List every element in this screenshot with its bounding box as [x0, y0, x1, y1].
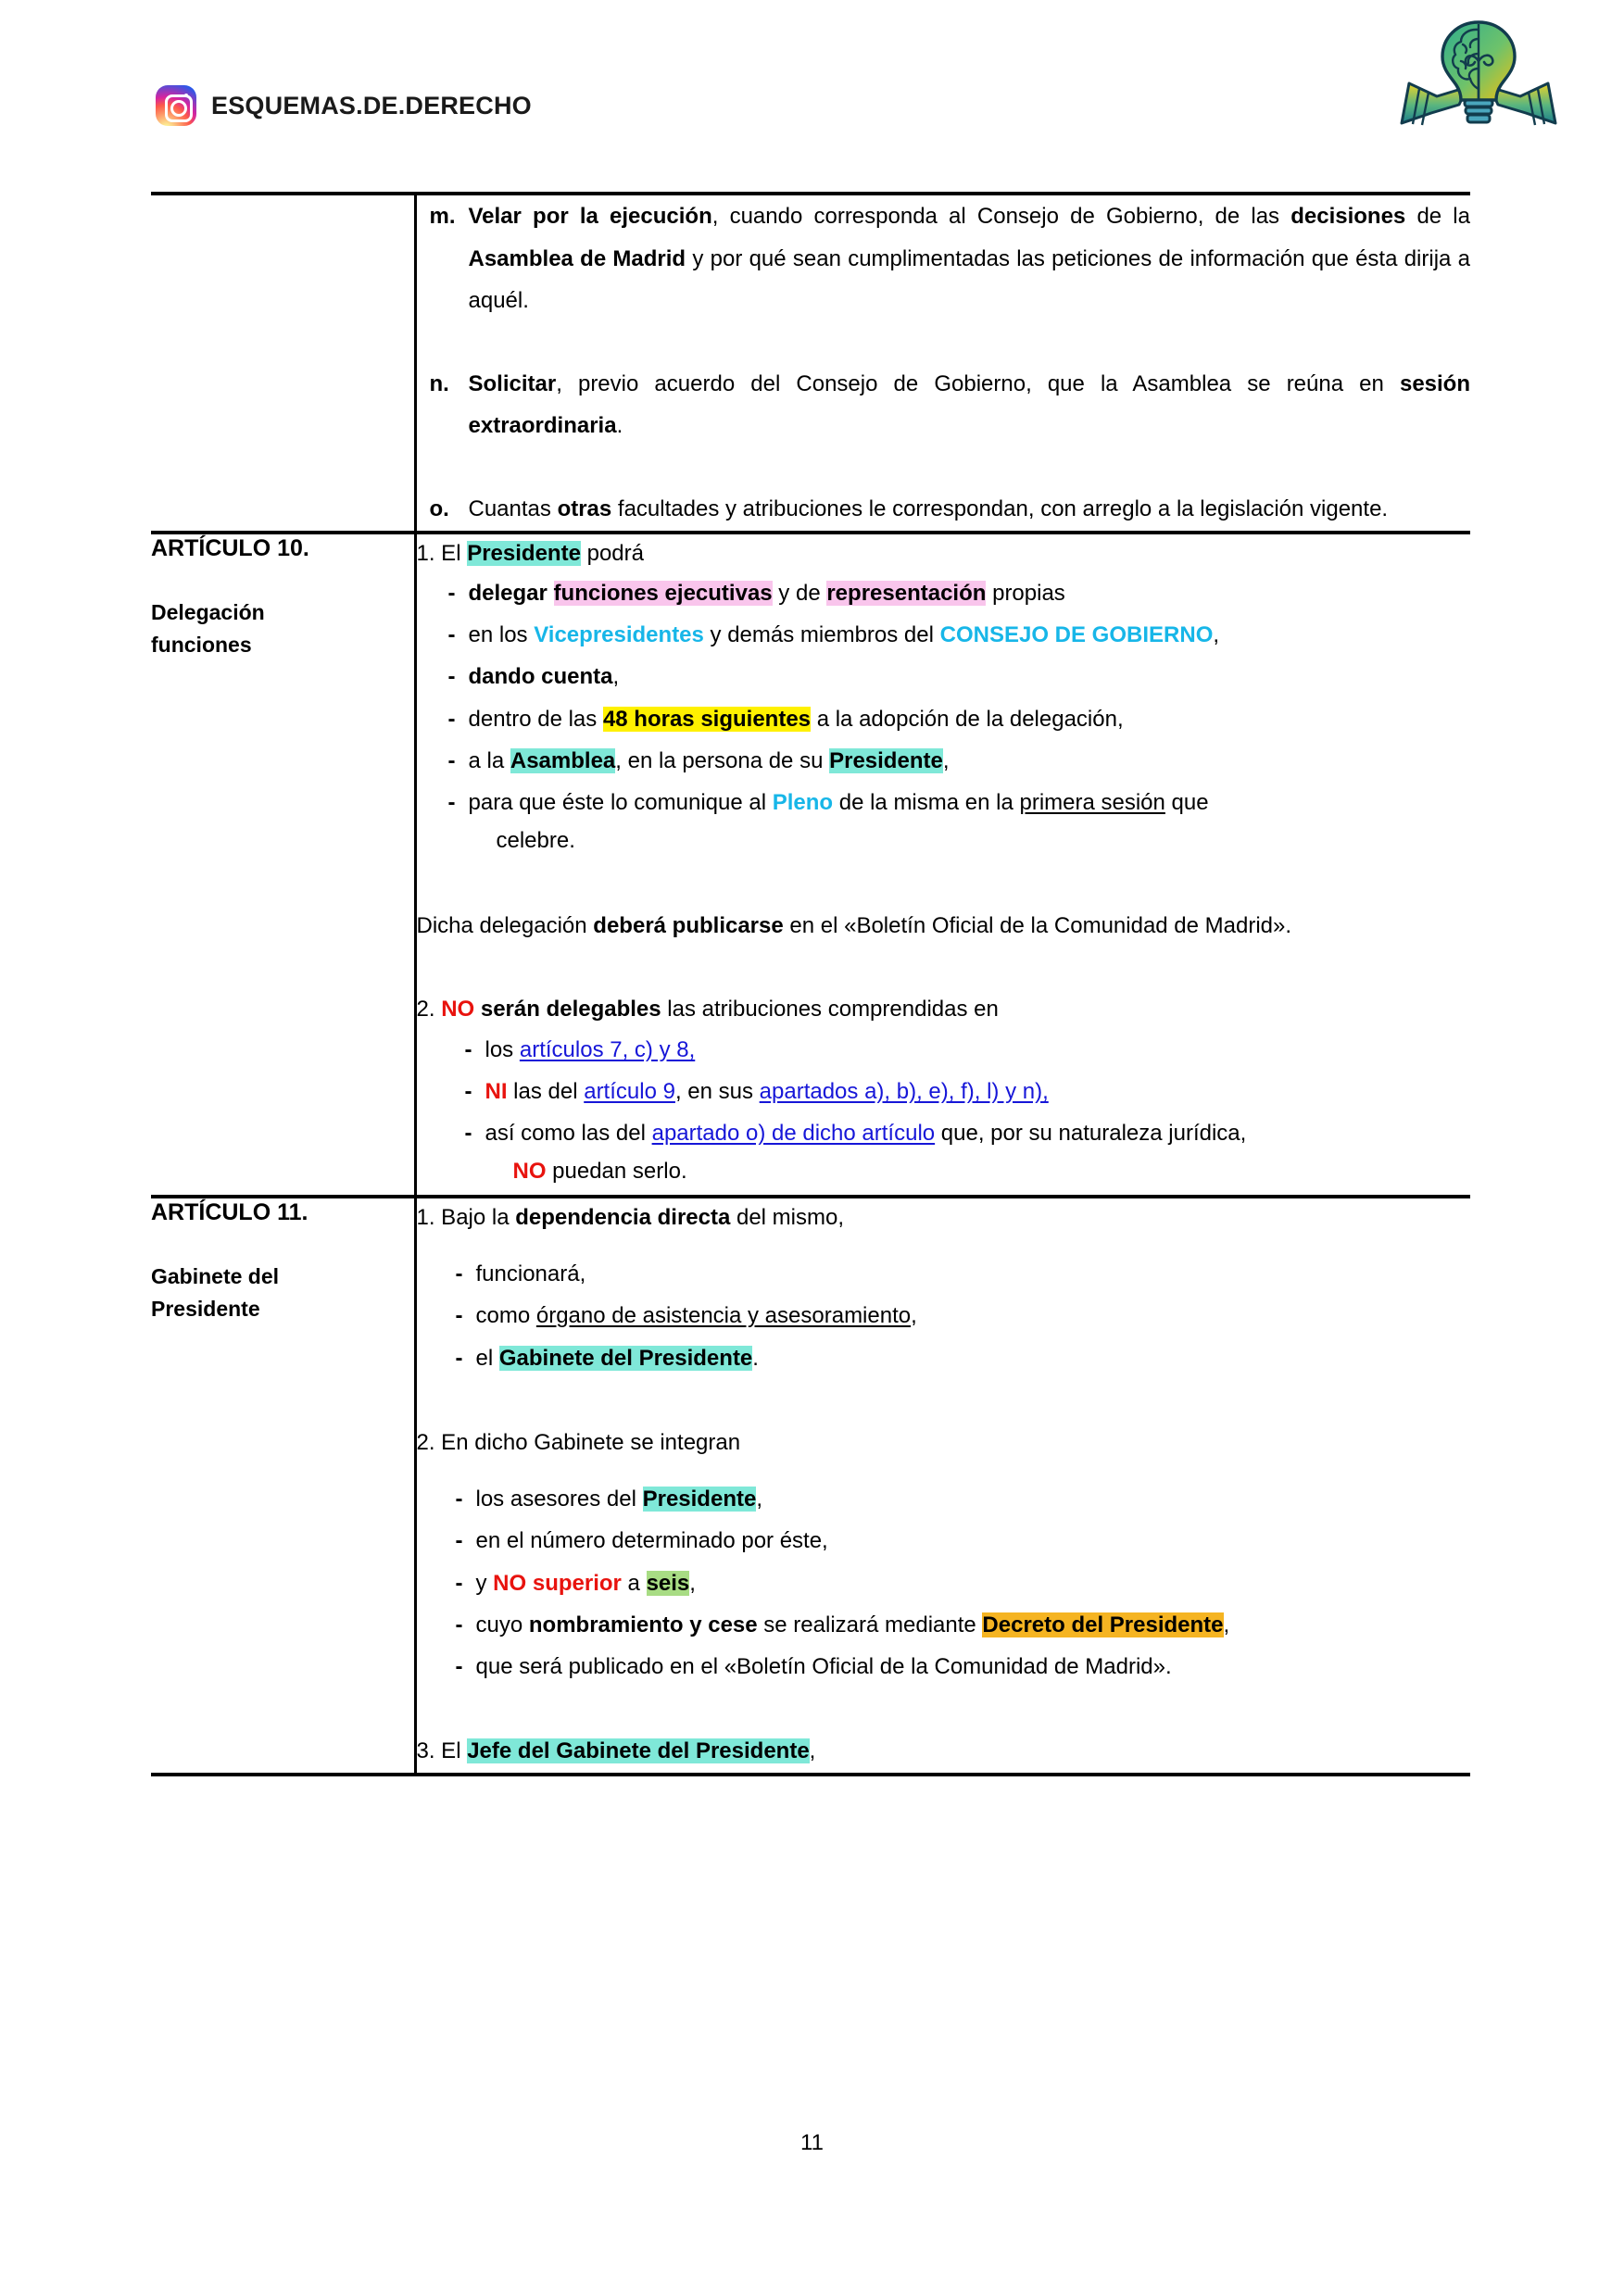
dash-marker: - [447, 622, 456, 648]
list-marker: n. [429, 370, 449, 396]
list-marker: m. [429, 204, 456, 229]
list-item [456, 1297, 1471, 1335]
list-item-text: dando cuenta, [468, 664, 620, 690]
list-item [456, 1339, 1471, 1377]
table-row-articulo-11 [151, 1197, 1470, 1775]
dash-marker: - [455, 1303, 463, 1329]
list-item-text: funcionará, [475, 1261, 586, 1286]
brain-lightbulb-book-logo-icon [1391, 17, 1567, 126]
list-item-text: los artículos 7, c) y 8, [485, 1036, 696, 1062]
dash-marker: - [447, 706, 456, 732]
body-cell-continued-list [415, 194, 1470, 533]
articulo-11-point-2-head: 2. En dicho Gabinete se integran [416, 1429, 741, 1455]
articulo-10-point-2-head: 2. NO serán delegables las atribuciones comprendidas en [416, 997, 999, 1023]
highlight-seis: seis [646, 1570, 690, 1596]
underline-primera-sesion: primera sesión [1019, 790, 1165, 816]
list-marker: o. [429, 496, 449, 521]
articulo-11-point-3-head: 3. El Jefe del Gabinete del Presidente, [416, 1738, 816, 1764]
dash-marker: - [447, 664, 456, 690]
list-item [448, 658, 1471, 696]
list-item-text: como órgano de asistencia y asesoramiento, [475, 1303, 917, 1329]
spacer [417, 864, 1471, 907]
brand-watermark [156, 85, 532, 126]
list-item-text: NI las del artículo 9, en sus apartados a), b), e), f), l) y n), [485, 1078, 1049, 1104]
emphasis-no: NO [441, 997, 475, 1023]
dash-marker: - [455, 1570, 463, 1596]
articulo-11-point-1-list [417, 1255, 1471, 1377]
list-item-text: en el número determinado por éste, [475, 1528, 828, 1554]
reference-apartado-o: apartado o) de dicho artículo [651, 1121, 936, 1147]
list-item [456, 1606, 1471, 1644]
highlight-presidente: Presidente [642, 1487, 757, 1512]
articulo-11-point-2-list [417, 1480, 1471, 1686]
list-item-text: Solicitar, previo acuerdo del Consejo de Gobierno, que la Asamblea se reúna en sesión extraordinaria. [468, 370, 1470, 439]
emphasis-vicepresidentes: Vicepresidentes [534, 622, 704, 648]
body-cell-articulo-10 [415, 533, 1470, 1197]
highlight-jefe-del-gabinete: Jefe del Gabinete del Presidente [467, 1738, 810, 1764]
emphasis-no: NO [512, 1159, 547, 1185]
underline-organo-asistencia: órgano de asistencia y asesoramiento [535, 1303, 912, 1329]
list-item-text: en los Vicepresidentes y demás miembros del CONSEJO DE GOBIERNO, [468, 622, 1220, 648]
highlight-asamblea: Asamblea [510, 747, 616, 773]
lettered-list [417, 195, 1471, 531]
table-row-articulo-10 [151, 533, 1470, 1197]
list-item [465, 1031, 1471, 1069]
highlight-gabinete-del-presidente: Gabinete del Presidente [498, 1345, 753, 1371]
dash-marker: - [464, 1121, 472, 1147]
page-number: 11 [800, 2130, 824, 2155]
dash-marker: - [455, 1487, 463, 1512]
dash-marker: - [455, 1261, 463, 1286]
dash-marker: - [464, 1036, 472, 1062]
articulo-10-publicarse-paragraph: Dicha delegación deberá publicarse en el «Boletín Oficial de la Comunidad de Madrid». [416, 912, 1292, 938]
list-item [417, 363, 1471, 447]
list-item [456, 1648, 1471, 1686]
label-cell-articulo-11 [151, 1197, 415, 1775]
list-item-text: los asesores del Presidente, [475, 1487, 762, 1512]
dash-marker: - [464, 1078, 472, 1104]
dash-marker: - [447, 790, 456, 816]
articulo-10-point-1-head: 1. El Presidente podrá [416, 540, 644, 566]
dash-marker: - [447, 747, 456, 773]
dash-marker: - [447, 580, 456, 606]
emphasis-pleno: Pleno [772, 790, 834, 816]
emphasis-no-superior: NO superior [493, 1570, 622, 1596]
list-item [448, 784, 1471, 860]
articulo-11-subtitle: Gabinete del Presidente [151, 1263, 280, 1321]
list-item-text: el Gabinete del Presidente. [475, 1345, 759, 1371]
brand-name: ESQUEMAS.DE.DERECHO [211, 91, 532, 119]
list-item-text: para que éste lo comunique al Pleno de la misma en la primera sesión que celebre. [468, 790, 1209, 854]
highlight-presidente: Presidente [829, 747, 943, 773]
dash-marker: - [455, 1345, 463, 1371]
list-item [456, 1522, 1471, 1560]
list-item [417, 195, 1471, 322]
label-cell-articulo-10 [151, 533, 415, 1197]
spacer [417, 1689, 1471, 1732]
highlight-funciones-ejecutivas: funciones ejecutivas [553, 580, 773, 606]
articulo-10-subtitle: Delegación funciones [151, 599, 265, 657]
spacer [417, 1381, 1471, 1424]
dash-marker: - [455, 1612, 463, 1637]
highlight-presidente: Presidente [467, 540, 581, 566]
list-item [448, 742, 1471, 780]
list-item-text: delegar funciones ejecutivas y de representación propias [468, 580, 1065, 606]
list-item [448, 574, 1471, 612]
list-item-text: y NO superior a seis, [475, 1570, 696, 1596]
spacer [417, 1238, 1471, 1255]
list-item [448, 700, 1471, 738]
list-item-text: dentro de las 48 horas siguientes a la adopción de la delegación, [468, 706, 1124, 732]
highlight-48-horas: 48 horas siguientes [602, 706, 812, 732]
list-item-text: a la Asamblea, en la persona de su Presidente, [468, 747, 950, 773]
list-item-text: Cuantas otras facultades y atribuciones le correspondan, con arreglo a la legislación vigente. [468, 496, 1389, 521]
dash-marker: - [455, 1654, 463, 1680]
list-item-text: así como las del apartado o) de dicho artículo que, por su naturaleza jurídica, NO puedan serlo. [485, 1121, 1247, 1185]
reference-apartados: apartados a), b), e), f), l) y n), [759, 1078, 1049, 1104]
emphasis-ni: NI [485, 1078, 508, 1104]
spacer [417, 1463, 1471, 1480]
reference-articulo-9: artículo 9 [584, 1078, 675, 1104]
highlight-representacion: representación [826, 580, 987, 606]
table-row-continued-list [151, 194, 1470, 533]
list-item [456, 1480, 1471, 1518]
list-item-text: cuyo nombramiento y cese se realizará mediante Decreto del Presidente, [475, 1612, 1230, 1637]
instagram-icon [156, 85, 196, 126]
label-cell-empty [151, 194, 415, 533]
list-item [465, 1114, 1471, 1191]
articulo-11-title: ARTÍCULO 11. [151, 1198, 308, 1225]
list-item [456, 1255, 1471, 1293]
list-item [417, 488, 1471, 531]
spacer [417, 973, 1471, 990]
body-cell-articulo-11 [415, 1197, 1470, 1775]
list-item [448, 616, 1471, 654]
dash-marker: - [455, 1528, 463, 1554]
articulo-11-point-1-head: 1. Bajo la dependencia directa del mismo, [416, 1204, 845, 1230]
articulo-10-point-2-list [417, 1031, 1471, 1191]
document-table [151, 192, 1470, 1776]
articulo-10-point-1-list [417, 574, 1471, 860]
list-item [456, 1564, 1471, 1602]
list-item-text: que será publicado en el «Boletín Oficial de la Comunidad de Madrid». [475, 1654, 1172, 1680]
reference-articulos-7c-8: artículos 7, c) y 8, [519, 1036, 696, 1062]
list-item-text: Velar por la ejecución, cuando corresponda al Consejo de Gobierno, de las decisiones de la Asamblea de Madrid y por qué sean cumplimentadas las peticiones de información que ésta dirija a aquél. [468, 204, 1470, 314]
list-item [465, 1073, 1471, 1110]
emphasis-consejo-de-gobierno: CONSEJO DE GOBIERNO [939, 622, 1214, 648]
page-header [0, 0, 1624, 192]
highlight-decreto-del-presidente: Decreto del Presidente [982, 1612, 1224, 1637]
articulo-10-title: ARTÍCULO 10. [151, 534, 309, 561]
